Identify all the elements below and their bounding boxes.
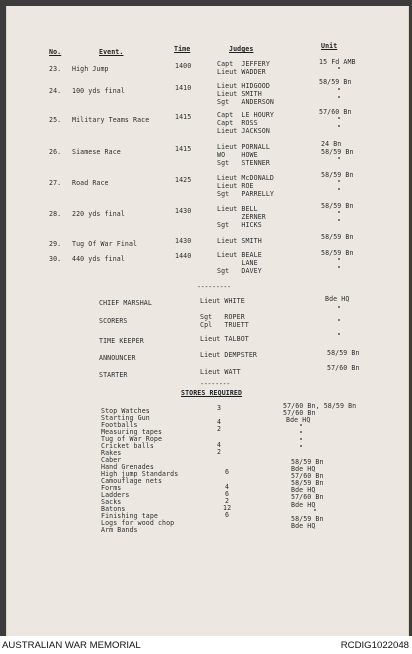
official-unit: Bde HQ — [325, 295, 350, 303]
store-item-name: Hand Grenades — [101, 463, 154, 471]
store-item-unit: 57/60 Bn — [291, 493, 324, 501]
event-unit: " — [337, 265, 342, 273]
event-unit: 58/59 Bn — [321, 233, 354, 241]
event-name: Tug Of War Final — [72, 240, 138, 248]
store-item-name: Measuring tapes — [101, 428, 163, 436]
archive-name: AUSTRALIAN WAR MEMORIAL — [2, 640, 141, 651]
store-item-unit: " — [313, 508, 318, 516]
store-item-unit: " — [299, 430, 304, 438]
event-time: 1415 — [175, 145, 192, 153]
store-item-qty: 6 — [225, 490, 230, 498]
store-item-unit: 58/59 Bn — [291, 458, 324, 466]
event-unit: " — [337, 124, 342, 132]
judge-name: Lieut ROE — [217, 182, 254, 190]
judge-name: Lieut SMITH — [217, 90, 262, 98]
store-item-unit: 57/60 Bn — [283, 409, 316, 417]
header-no: No. — [49, 48, 62, 56]
official-unit: " — [337, 318, 342, 326]
judge-name: Sgt PARRELLY — [217, 190, 274, 198]
event-time: 1425 — [175, 176, 192, 184]
official-name: Lieut WATT — [200, 368, 241, 376]
store-item-name: Camouflage nets — [101, 477, 163, 485]
stores-heading: STORES REQUIRED — [181, 389, 243, 397]
event-unit: " — [337, 116, 342, 124]
store-item-unit: 57/60 Bn, 58/59 Bn — [283, 402, 357, 410]
store-item-unit: Bde HQ — [291, 486, 316, 494]
event-name: 440 yds final — [72, 255, 125, 263]
event-time: 1440 — [175, 252, 192, 260]
judge-name: Lieut BELL — [217, 205, 258, 213]
event-time: 1400 — [175, 62, 192, 70]
judge-name: WO HOWE — [217, 151, 258, 159]
store-item-unit: 58/59 Bn — [291, 515, 324, 523]
store-item-unit: " — [299, 423, 304, 431]
event-unit: 58/59 Bn — [321, 148, 354, 156]
store-item-name: Tug of War Rope — [101, 435, 163, 443]
official-role: TIME KEEPER — [99, 337, 144, 345]
judge-name: Lieut WADDER — [217, 68, 266, 76]
official-role: STARTER — [99, 371, 128, 379]
judge-name: Lieut SMITH — [217, 237, 262, 245]
event-unit: " — [337, 95, 342, 103]
separator-line: --------- — [197, 283, 231, 291]
judge-name: Sgt HICKS — [217, 221, 262, 229]
store-item-name: Arm Bands — [101, 526, 138, 534]
store-item-name: Sacks — [101, 498, 122, 506]
event-time: 1430 — [175, 237, 192, 245]
store-item-name: Ladders — [101, 491, 130, 499]
event-unit: 58/59 Bn — [319, 78, 352, 86]
store-item-name: Forms — [101, 484, 122, 492]
store-item-name: Cricket balls — [101, 442, 154, 450]
store-item-unit: Bde HQ — [291, 465, 316, 473]
event-name: Siamese Race — [72, 148, 121, 156]
store-item-qty: 2 — [225, 497, 230, 505]
event-number: 30. — [49, 255, 62, 263]
store-item-name: Starting Gun — [101, 414, 150, 422]
event-unit: 58/59 Bn — [321, 171, 354, 179]
event-number: 25. — [49, 116, 62, 124]
event-unit: " — [337, 187, 342, 195]
judge-name: Lieut PORNALL — [217, 143, 270, 151]
event-unit: 58/59 Bn — [321, 202, 354, 210]
store-item-qty: 2 — [217, 425, 222, 433]
store-item-qty: 6 — [225, 468, 230, 476]
event-unit: 15 Fd AMB — [319, 58, 356, 66]
official-name: Lieut WHITE — [200, 297, 245, 305]
event-time: 1415 — [175, 113, 192, 121]
official-unit: " — [337, 305, 342, 313]
judge-name: Sgt DAVEY — [217, 267, 262, 275]
store-item-name: Rakes — [101, 449, 122, 457]
event-number: 23. — [49, 65, 62, 73]
event-unit: 58/59 Bn — [321, 249, 354, 257]
store-item-qty: 2 — [217, 448, 222, 456]
event-unit: " — [337, 218, 342, 226]
judge-name: LANE — [217, 259, 258, 267]
judge-name: Lieut BEALE — [217, 251, 262, 259]
official-role: CHIEF MARSHAL — [99, 299, 152, 307]
event-name: 100 yds final — [72, 87, 125, 95]
event-unit: 24 Bn — [321, 140, 342, 148]
event-number: 29. — [49, 240, 62, 248]
judge-name: Sgt ANDERSON — [217, 98, 274, 106]
store-item-name: Stop Watches — [101, 407, 150, 415]
store-item-name: Logs for wood chop — [101, 519, 175, 527]
archive-footer — [0, 636, 412, 654]
official-name: Lieut DEMPSTER — [200, 351, 257, 359]
event-name: Road Race — [72, 179, 109, 187]
event-unit: " — [337, 210, 342, 218]
event-unit: " — [337, 257, 342, 265]
store-item-unit: " — [299, 437, 304, 445]
event-number: 24. — [49, 87, 62, 95]
store-item-name: Finishing tape — [101, 512, 158, 520]
official-unit: " — [337, 332, 342, 340]
header-judges: Judges — [229, 45, 254, 53]
official-role: ANNOUNCER — [99, 354, 136, 362]
official-unit: 57/60 Bn — [327, 364, 360, 372]
store-item-name: Footballs — [101, 421, 138, 429]
event-number: 26. — [49, 148, 62, 156]
judge-name: Capt LE HOURY — [217, 111, 274, 119]
judge-name: Sgt STENNER — [217, 159, 270, 167]
store-item-qty: 3 — [217, 404, 222, 412]
store-item-qty: 4 — [217, 441, 222, 449]
event-unit: " — [337, 179, 342, 187]
store-item-qty: 4 — [217, 418, 222, 426]
store-item-unit: Bde HQ — [286, 416, 311, 424]
official-name: Lieut TALBOT — [200, 335, 249, 343]
store-item-unit: 58/59 Bn — [291, 479, 324, 487]
store-item-qty: 4 — [225, 483, 230, 491]
judge-name: Lieut HIDGOOD — [217, 82, 270, 90]
judge-name: Capt ROSS — [217, 119, 258, 127]
event-time: 1410 — [175, 84, 192, 92]
event-unit: " — [337, 87, 342, 95]
official-role: SCORERS — [99, 317, 128, 325]
store-item-unit: Bde HQ — [291, 522, 316, 530]
official-unit: 58/59 Bn — [327, 349, 360, 357]
store-item-unit: 57/60 Bn — [291, 472, 324, 480]
judge-name: ZERNER — [217, 213, 266, 221]
event-number: 27. — [49, 179, 62, 187]
store-item-name: Batons — [101, 505, 126, 513]
event-time: 1430 — [175, 207, 192, 215]
archive-reference: RCDIG1022048 — [340, 640, 409, 651]
store-item-qty: 12 — [223, 504, 232, 512]
event-name: 220 yds final — [72, 210, 125, 218]
header-event: Event. — [99, 48, 124, 56]
separator-line: -------- — [200, 380, 231, 388]
event-name: Military Teams Race — [72, 116, 150, 124]
event-name: High Jump — [72, 65, 109, 73]
store-item-unit: Bde HQ — [291, 501, 316, 509]
judge-name: Lieut McDONALD — [217, 174, 274, 182]
event-unit: " — [337, 66, 342, 74]
official-name: Sgt ROPER — [200, 313, 245, 321]
store-item-name: High jump Standards — [101, 470, 179, 478]
official-name: Cpl TRUETT — [200, 321, 249, 329]
document-page — [6, 6, 409, 636]
judge-name: Lieut JACKSON — [217, 127, 270, 135]
store-item-qty: 6 — [225, 511, 230, 519]
store-item-unit: " — [299, 444, 304, 452]
event-unit: " — [337, 156, 342, 164]
store-item-name: Caber — [101, 456, 122, 464]
judge-name: Capt JEFFERY — [217, 60, 270, 68]
header-unit: Unit — [321, 42, 338, 50]
event-number: 28. — [49, 210, 62, 218]
event-unit: 57/60 Bn — [319, 108, 352, 116]
header-time: Time — [174, 45, 191, 53]
